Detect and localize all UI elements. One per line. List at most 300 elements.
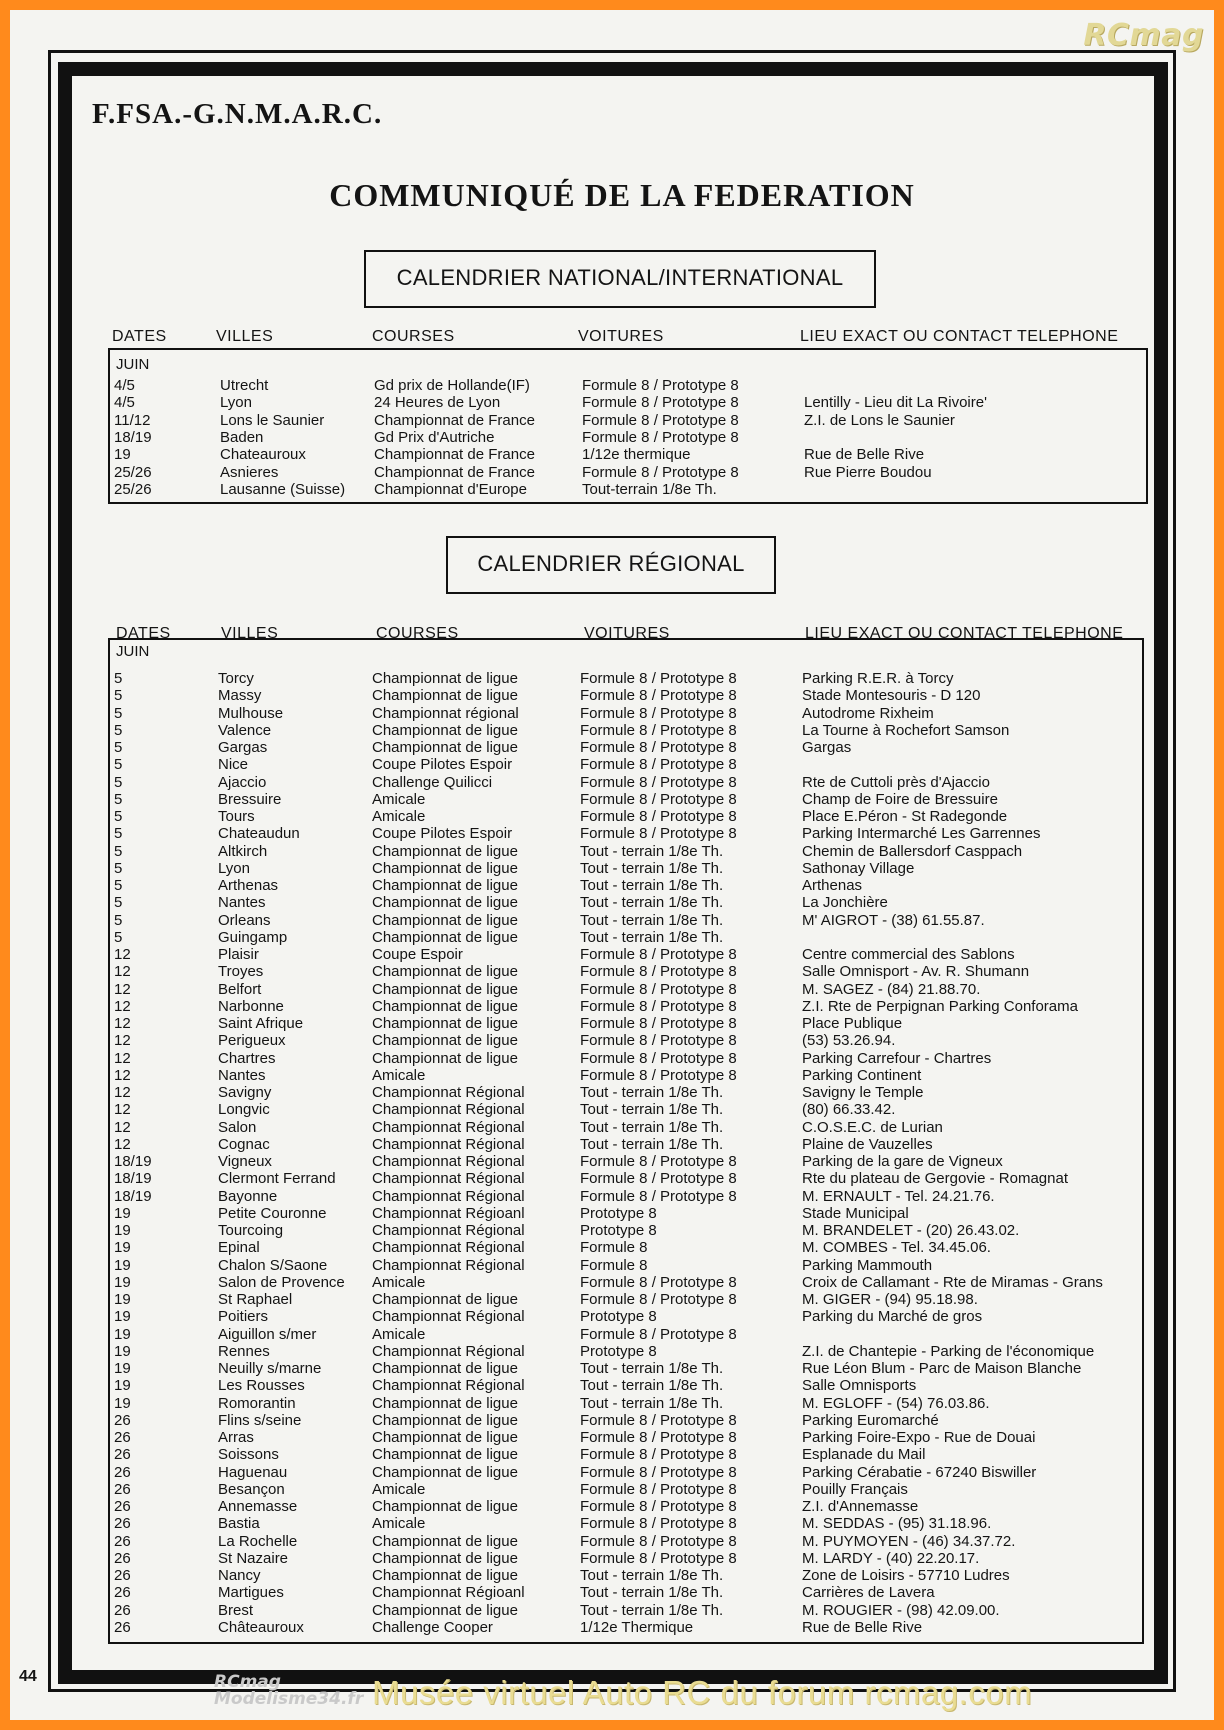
car-cell: Formule 8 / Prototype 8 (580, 704, 737, 722)
table-row (110, 1032, 1142, 1049)
city-cell: Clermont Ferrand (218, 1170, 336, 1188)
city-cell: Mulhouse (218, 704, 284, 722)
city-cell: Nancy (218, 1567, 261, 1584)
car-cell: Formule 8 / Prototype 8 (580, 1411, 737, 1429)
city-cell: Troyes (218, 963, 264, 981)
city-cell: Arthenas (218, 877, 279, 894)
table-row (110, 1377, 1142, 1394)
race-cell: Challenge Cooper (372, 1618, 493, 1636)
city-cell: Perigueux (218, 1032, 286, 1050)
table-row (110, 1412, 1142, 1429)
contact-cell: Parking R.E.R. à Torcy (802, 670, 954, 687)
table-row (110, 1274, 1142, 1291)
table-row (110, 1567, 1142, 1584)
table-row (110, 1119, 1142, 1136)
table-row (110, 739, 1142, 756)
contact-cell: La Jonchière (802, 894, 888, 912)
race-cell: Championnat Régional (372, 1308, 525, 1326)
car-cell: Tout - terrain 1/8e Th. (580, 1118, 724, 1136)
contact-cell: Parking Mammouth (802, 1256, 933, 1274)
table-row (110, 808, 1142, 825)
car-cell: Formule 8 / Prototype 8 (580, 1032, 737, 1050)
contact-cell: Parking Cérabatie - 67240 Biswiller (802, 1463, 1037, 1481)
table-row (110, 1515, 1142, 1532)
contact-cell: M. SAGEZ - (84) 21.88.70. (802, 980, 981, 998)
date-cell: 5 (114, 756, 123, 774)
table-row (110, 946, 1142, 963)
race-cell: Championnat de ligue (372, 687, 518, 705)
car-cell: Formule 8 / Prototype 8 (582, 463, 739, 481)
table-row (110, 1101, 1142, 1118)
race-cell: 24 Heures de Lyon (374, 394, 501, 412)
date-cell: 26 (114, 1601, 131, 1619)
contact-cell: Lentilly - Lieu dit La Rivoire' (804, 394, 987, 412)
table-row (110, 1239, 1142, 1256)
table-row (110, 1136, 1142, 1153)
contact-cell: (53) 53.26.94. (802, 1032, 896, 1050)
date-cell: 12 (114, 1101, 131, 1119)
date-cell: 19 (114, 1377, 131, 1395)
race-cell: Championnat de France (374, 463, 535, 481)
contact-cell: Rue de Belle Rive (804, 446, 925, 464)
table-row (110, 1429, 1142, 1446)
race-cell: Championnat de ligue (372, 1291, 518, 1308)
table-row (110, 1291, 1142, 1308)
table-row (110, 1205, 1142, 1222)
city-cell: Brest (218, 1601, 254, 1619)
contact-cell: Parking Continent (802, 1066, 922, 1084)
contact-cell: Sathonay Village (802, 859, 915, 877)
contact-cell: M. COMBES - Tel. 34.45.06. (802, 1239, 991, 1257)
city-cell: Nantes (218, 894, 266, 912)
race-cell: Championnat de ligue (372, 670, 518, 687)
table-row (110, 1464, 1142, 1481)
table-row (110, 825, 1142, 842)
race-cell: Championnat de ligue (372, 1032, 518, 1050)
date-cell: 19 (114, 1342, 131, 1360)
table-row (110, 464, 1146, 481)
national-header-1: VILLES (216, 328, 274, 345)
city-cell: Belfort (218, 980, 262, 998)
city-cell: Massy (218, 687, 262, 705)
race-cell: Championnat Régional (372, 1135, 525, 1153)
table-row (110, 429, 1146, 446)
page-title: COMMUNIQUÉ DE LA FEDERATION (329, 177, 915, 213)
date-cell: 5 (114, 721, 123, 739)
contact-cell: Autodrome Rixheim (802, 704, 934, 722)
table-row (110, 1050, 1142, 1067)
city-cell: St Nazaire (218, 1549, 289, 1567)
contact-cell: Rue Pierre Boudou (804, 463, 932, 481)
table-row (110, 1619, 1142, 1636)
city-cell: Les Rousses (218, 1377, 305, 1395)
contact-cell: M' AIGROT - (38) 61.55.87. (802, 911, 985, 929)
table-row (110, 981, 1142, 998)
race-cell: Coupe Pilotes Espoir (372, 756, 513, 774)
date-cell: 12 (114, 1049, 131, 1067)
date-cell: 12 (114, 1084, 131, 1101)
city-cell: Nantes (218, 1066, 266, 1084)
city-cell: Tours (218, 808, 255, 825)
date-cell: 12 (114, 1118, 131, 1136)
contact-cell: Parking Euromarché (802, 1411, 939, 1429)
city-cell: Vigneux (218, 1153, 272, 1170)
car-cell: Formule 8 / Prototype 8 (580, 946, 737, 963)
contact-cell: (80) 66.33.42. (802, 1101, 896, 1119)
race-cell: Coupe Pilotes Espoir (372, 825, 513, 843)
city-cell: La Rochelle (218, 1532, 298, 1550)
car-cell: Tout - terrain 1/8e Th. (580, 1394, 724, 1412)
table-row (110, 860, 1142, 877)
city-cell: Orleans (218, 911, 271, 929)
regional-calendar-title: CALENDRIER RÉGIONAL (446, 536, 776, 594)
city-cell: Haguenau (218, 1463, 288, 1481)
race-cell: Championnat régional (372, 704, 519, 722)
date-cell: 5 (114, 739, 123, 756)
organization-name: F.FSA.-G.N.M.A.R.C. (92, 98, 383, 130)
race-cell: Championnat Régional (372, 1084, 525, 1101)
table-row (110, 1015, 1142, 1032)
car-cell: Formule 8 / Prototype 8 (580, 825, 737, 843)
city-cell: Poitiers (218, 1308, 269, 1326)
city-cell: Ajaccio (218, 773, 267, 791)
contact-cell: Carrières de Lavera (802, 1584, 935, 1602)
date-cell: 12 (114, 997, 131, 1015)
regional-header-3: VOITURES (584, 625, 670, 642)
car-cell: Tout-terrain 1/8e Th. (582, 480, 717, 498)
table-row (110, 1188, 1142, 1205)
city-cell: Châteauroux (218, 1618, 304, 1636)
table-row (110, 722, 1142, 739)
car-cell: Tout - terrain 1/8e Th. (580, 1567, 724, 1584)
date-cell: 19 (114, 1291, 131, 1308)
table-row (110, 1360, 1142, 1377)
table-row (110, 1343, 1142, 1360)
date-cell: 26 (114, 1463, 131, 1481)
city-cell: Tourcoing (218, 1222, 284, 1239)
national-header-3: VOITURES (578, 328, 664, 345)
car-cell: Formule 8 / Prototype 8 (580, 1153, 737, 1170)
table-row (110, 791, 1142, 808)
rcmag-footer-logo-line1: RCmag (214, 1672, 281, 1692)
car-cell: Formule 8 / Prototype 8 (580, 1480, 737, 1498)
rcmag-watermark-logo: RCmag (1083, 18, 1204, 53)
table-row (110, 877, 1142, 894)
car-cell: Formule 8 / Prototype 8 (580, 756, 737, 774)
car-cell: Formule 8 / Prototype 8 (580, 980, 737, 998)
contact-cell: Arthenas (802, 877, 863, 894)
car-cell: Tout - terrain 1/8e Th. (580, 1377, 724, 1395)
date-cell: 5 (114, 928, 123, 946)
city-cell: Arras (218, 1429, 254, 1446)
race-cell: Championnat Régional (372, 1342, 525, 1360)
race-cell: Gd Prix d'Autriche (374, 428, 495, 446)
museum-watermark: Musée virtuel Auto RC du forum rcmag.com (372, 1674, 1033, 1711)
table-row (110, 1481, 1142, 1498)
contact-cell: Parking du Marché de gros (802, 1308, 983, 1326)
city-cell: Rennes (218, 1342, 270, 1360)
date-cell: 5 (114, 842, 123, 860)
city-cell: Epinal (218, 1239, 260, 1257)
table-row (110, 377, 1146, 394)
car-cell: Prototype 8 (580, 1204, 657, 1222)
city-cell: Narbonne (218, 997, 284, 1015)
car-cell: Formule 8 / Prototype 8 (580, 1170, 737, 1188)
race-cell: Championnat Régional (372, 1170, 525, 1188)
table-row (110, 756, 1142, 773)
race-cell: Championnat Régional (372, 1377, 525, 1395)
date-cell: 12 (114, 1066, 131, 1084)
contact-cell: Z.I. de Chantepie - Parking de l'économique (802, 1342, 1095, 1360)
date-cell: 26 (114, 1498, 131, 1515)
contact-cell: Plaine de Vauzelles (802, 1135, 933, 1153)
car-cell: Tout - terrain 1/8e Th. (580, 1601, 724, 1619)
car-cell: Formule 8 / Prototype 8 (580, 963, 737, 981)
date-cell: 19 (114, 1204, 131, 1222)
race-cell: Gd prix de Hollande(IF) (374, 377, 530, 394)
race-cell: Championnat de ligue (372, 1360, 518, 1377)
contact-cell: M. ROUGIER - (98) 42.09.00. (802, 1601, 1000, 1619)
rcmag-footer-logo-line2: Modelisme34.fr (214, 1689, 364, 1709)
date-cell: 5 (114, 704, 123, 722)
city-cell: Lausanne (Suisse) (220, 480, 346, 498)
table-row (110, 1550, 1142, 1567)
date-cell: 11/12 (114, 411, 151, 429)
car-cell: Formule 8 / Prototype 8 (580, 773, 737, 791)
city-cell: Valence (218, 721, 272, 739)
car-cell: Formule 8 / Prototype 8 (580, 1049, 737, 1067)
race-cell: Championnat Régional (372, 1256, 525, 1274)
date-cell: 26 (114, 1549, 131, 1567)
car-cell: Formule 8 / Prototype 8 (580, 808, 737, 825)
date-cell: 5 (114, 877, 123, 894)
car-cell: 1/12e Thermique (580, 1618, 694, 1636)
car-cell: Formule 8 / Prototype 8 (582, 394, 739, 412)
date-cell: 5 (114, 911, 123, 929)
car-cell: Tout - terrain 1/8e Th. (580, 842, 724, 860)
regional-header-1: VILLES (221, 625, 279, 642)
contact-cell: C.O.S.E.C. de Lurian (802, 1118, 943, 1136)
race-cell: Coupe Espoir (372, 946, 463, 963)
regional-month-label: JUIN (116, 643, 150, 660)
table-row (110, 1498, 1142, 1515)
table-row (110, 705, 1142, 722)
date-cell: 18/19 (114, 428, 152, 446)
date-cell: 26 (114, 1446, 131, 1464)
date-cell: 19 (114, 446, 131, 464)
table-row (110, 1584, 1142, 1601)
car-cell: Formule 8 / Prototype 8 (580, 790, 737, 808)
date-cell: 5 (114, 790, 123, 808)
race-cell: Championnat de ligue (372, 894, 518, 912)
car-cell: Tout - terrain 1/8e Th. (580, 877, 724, 894)
date-cell: 26 (114, 1429, 131, 1446)
contact-cell: M. ERNAULT - Tel. 24.21.76. (802, 1187, 995, 1205)
race-cell: Championnat de ligue (372, 997, 518, 1015)
city-cell: Martigues (218, 1584, 284, 1602)
contact-cell: Gargas (802, 739, 852, 756)
race-cell: Championnat de ligue (372, 877, 518, 894)
date-cell: 18/19 (114, 1153, 152, 1170)
city-cell: Flins s/seine (218, 1411, 302, 1429)
race-cell: Championnat de ligue (372, 1446, 518, 1464)
national-calendar-title: CALENDRIER NATIONAL/INTERNATIONAL (364, 250, 876, 308)
contact-cell: M. SEDDAS - (95) 31.18.96. (802, 1515, 992, 1533)
date-cell: 12 (114, 963, 131, 981)
contact-cell: Salle Omnisports (802, 1377, 917, 1395)
city-cell: Romorantin (218, 1394, 296, 1412)
car-cell: Formule 8 / Prototype 8 (580, 1446, 737, 1464)
race-cell: Championnat Régioanl (372, 1584, 525, 1602)
table-row (110, 1533, 1142, 1550)
car-cell: Tout - terrain 1/8e Th. (580, 859, 724, 877)
city-cell: Baden (220, 428, 264, 446)
car-cell: Formule 8 / Prototype 8 (582, 428, 739, 446)
car-cell: Tout - terrain 1/8e Th. (580, 1101, 724, 1119)
city-cell: Salon de Provence (218, 1273, 345, 1291)
race-cell: Amicale (372, 1480, 426, 1498)
date-cell: 4/5 (114, 377, 135, 394)
race-cell: Championnat de ligue (372, 911, 518, 929)
contact-cell: Place E.Péron - St Radegonde (802, 808, 1008, 825)
date-cell: 26 (114, 1532, 131, 1550)
contact-cell: Savigny le Temple (802, 1084, 924, 1101)
car-cell: Formule 8 / Prototype 8 (580, 687, 737, 705)
car-cell: Tout - terrain 1/8e Th. (580, 911, 724, 929)
contact-cell: Parking Foire-Expo - Rue de Douai (802, 1429, 1036, 1446)
table-row (110, 687, 1142, 704)
city-cell: Neuilly s/marne (218, 1360, 322, 1377)
city-cell: Chalon S/Saone (218, 1256, 328, 1274)
contact-cell: Stade Montesouris - D 120 (802, 687, 981, 705)
table-row (110, 1446, 1142, 1463)
car-cell: Tout - terrain 1/8e Th. (580, 1084, 724, 1101)
race-cell: Championnat de ligue (372, 1049, 518, 1067)
race-cell: Championnat d'Europe (374, 480, 527, 498)
date-cell: 5 (114, 773, 123, 791)
table-row (110, 1257, 1142, 1274)
contact-cell: Z.I. d'Annemasse (802, 1498, 919, 1515)
contact-cell: Z.I. de Lons le Saunier (804, 411, 955, 429)
date-cell: 12 (114, 980, 131, 998)
contact-cell: Z.I. Rte de Perpignan Parking Conforama (802, 997, 1078, 1015)
car-cell: Tout - terrain 1/8e Th. (580, 1584, 724, 1602)
race-cell: Challenge Quilicci (372, 773, 493, 791)
race-cell: Championnat de France (374, 446, 535, 464)
car-cell: Formule 8 / Prototype 8 (582, 377, 739, 394)
date-cell: 26 (114, 1567, 131, 1584)
table-row (110, 774, 1142, 791)
national-month-label: JUIN (116, 356, 150, 373)
city-cell: Asnieres (220, 463, 279, 481)
race-cell: Championnat de ligue (372, 842, 518, 860)
table-row (110, 412, 1146, 429)
date-cell: 5 (114, 808, 123, 825)
city-cell: Soissons (218, 1446, 279, 1464)
car-cell: Formule 8 / Prototype 8 (580, 1325, 737, 1343)
contact-cell: Parking Carrefour - Chartres (802, 1049, 992, 1067)
table-row (110, 1153, 1142, 1170)
car-cell: Formule 8 (580, 1256, 648, 1274)
city-cell: Plaisir (218, 946, 259, 963)
city-cell: Torcy (218, 670, 254, 687)
car-cell: Formule 8 / Prototype 8 (580, 1515, 737, 1533)
contact-cell: Place Publique (802, 1015, 903, 1032)
contact-cell: Pouilly Français (802, 1480, 908, 1498)
table-row (110, 394, 1146, 411)
page-number: 44 (19, 1668, 37, 1685)
table-row (110, 929, 1142, 946)
city-cell: Gargas (218, 739, 268, 756)
date-cell: 19 (114, 1273, 131, 1291)
car-cell: Formule 8 / Prototype 8 (580, 1463, 737, 1481)
date-cell: 4/5 (114, 394, 135, 412)
table-row (110, 1326, 1142, 1343)
car-cell: Formule 8 / Prototype 8 (580, 1273, 737, 1291)
race-cell: Championnat de ligue (372, 928, 518, 946)
car-cell: Formule 8 (580, 1239, 648, 1257)
city-cell: Lyon (218, 859, 250, 877)
city-cell: Bastia (218, 1515, 260, 1533)
date-cell: 19 (114, 1222, 131, 1239)
contact-cell: M. GIGER - (94) 95.18.98. (802, 1291, 978, 1308)
city-cell: Chateaudun (218, 825, 300, 843)
race-cell: Championnat Régional (372, 1118, 525, 1136)
car-cell: Formule 8 / Prototype 8 (580, 1549, 737, 1567)
rcmag-footer-logo (214, 1674, 363, 1708)
race-cell: Championnat de ligue (372, 1429, 518, 1446)
race-cell: Championnat Régional (372, 1153, 525, 1170)
race-cell: Championnat de ligue (372, 980, 518, 998)
race-cell: Championnat de ligue (372, 1498, 518, 1515)
car-cell: Prototype 8 (580, 1342, 657, 1360)
table-row (110, 1308, 1142, 1325)
date-cell: 12 (114, 946, 131, 963)
date-cell: 12 (114, 1032, 131, 1050)
table-row (110, 894, 1142, 911)
car-cell: Formule 8 / Prototype 8 (580, 670, 737, 687)
date-cell: 25/26 (114, 480, 152, 498)
regional-calendar-table (108, 638, 1144, 1644)
race-cell: Amicale (372, 1066, 426, 1084)
car-cell: Tout - terrain 1/8e Th. (580, 894, 724, 912)
date-cell: 25/26 (114, 463, 152, 481)
contact-cell: Esplanade du Mail (802, 1446, 926, 1464)
car-cell: Tout - terrain 1/8e Th. (580, 928, 724, 946)
race-cell: Championnat de ligue (372, 1549, 518, 1567)
table-row (110, 446, 1146, 463)
table-row (110, 843, 1142, 860)
race-cell: Amicale (372, 1273, 426, 1291)
date-cell: 26 (114, 1618, 131, 1636)
car-cell: Formule 8 / Prototype 8 (582, 411, 739, 429)
table-row (110, 1170, 1142, 1187)
date-cell: 26 (114, 1515, 131, 1533)
race-cell: Amicale (372, 808, 426, 825)
table-row (110, 1067, 1142, 1084)
date-cell: 19 (114, 1239, 131, 1257)
date-cell: 19 (114, 1308, 131, 1326)
date-cell: 19 (114, 1256, 131, 1274)
table-row (110, 1602, 1142, 1619)
car-cell: Formule 8 / Prototype 8 (580, 1291, 737, 1308)
city-cell: Chartres (218, 1049, 276, 1067)
date-cell: 26 (114, 1411, 131, 1429)
city-cell: Bressuire (218, 790, 282, 808)
city-cell: Aiguillon s/mer (218, 1325, 317, 1343)
contact-cell: M. PUYMOYEN - (46) 34.37.72. (802, 1532, 1016, 1550)
date-cell: 5 (114, 687, 123, 705)
